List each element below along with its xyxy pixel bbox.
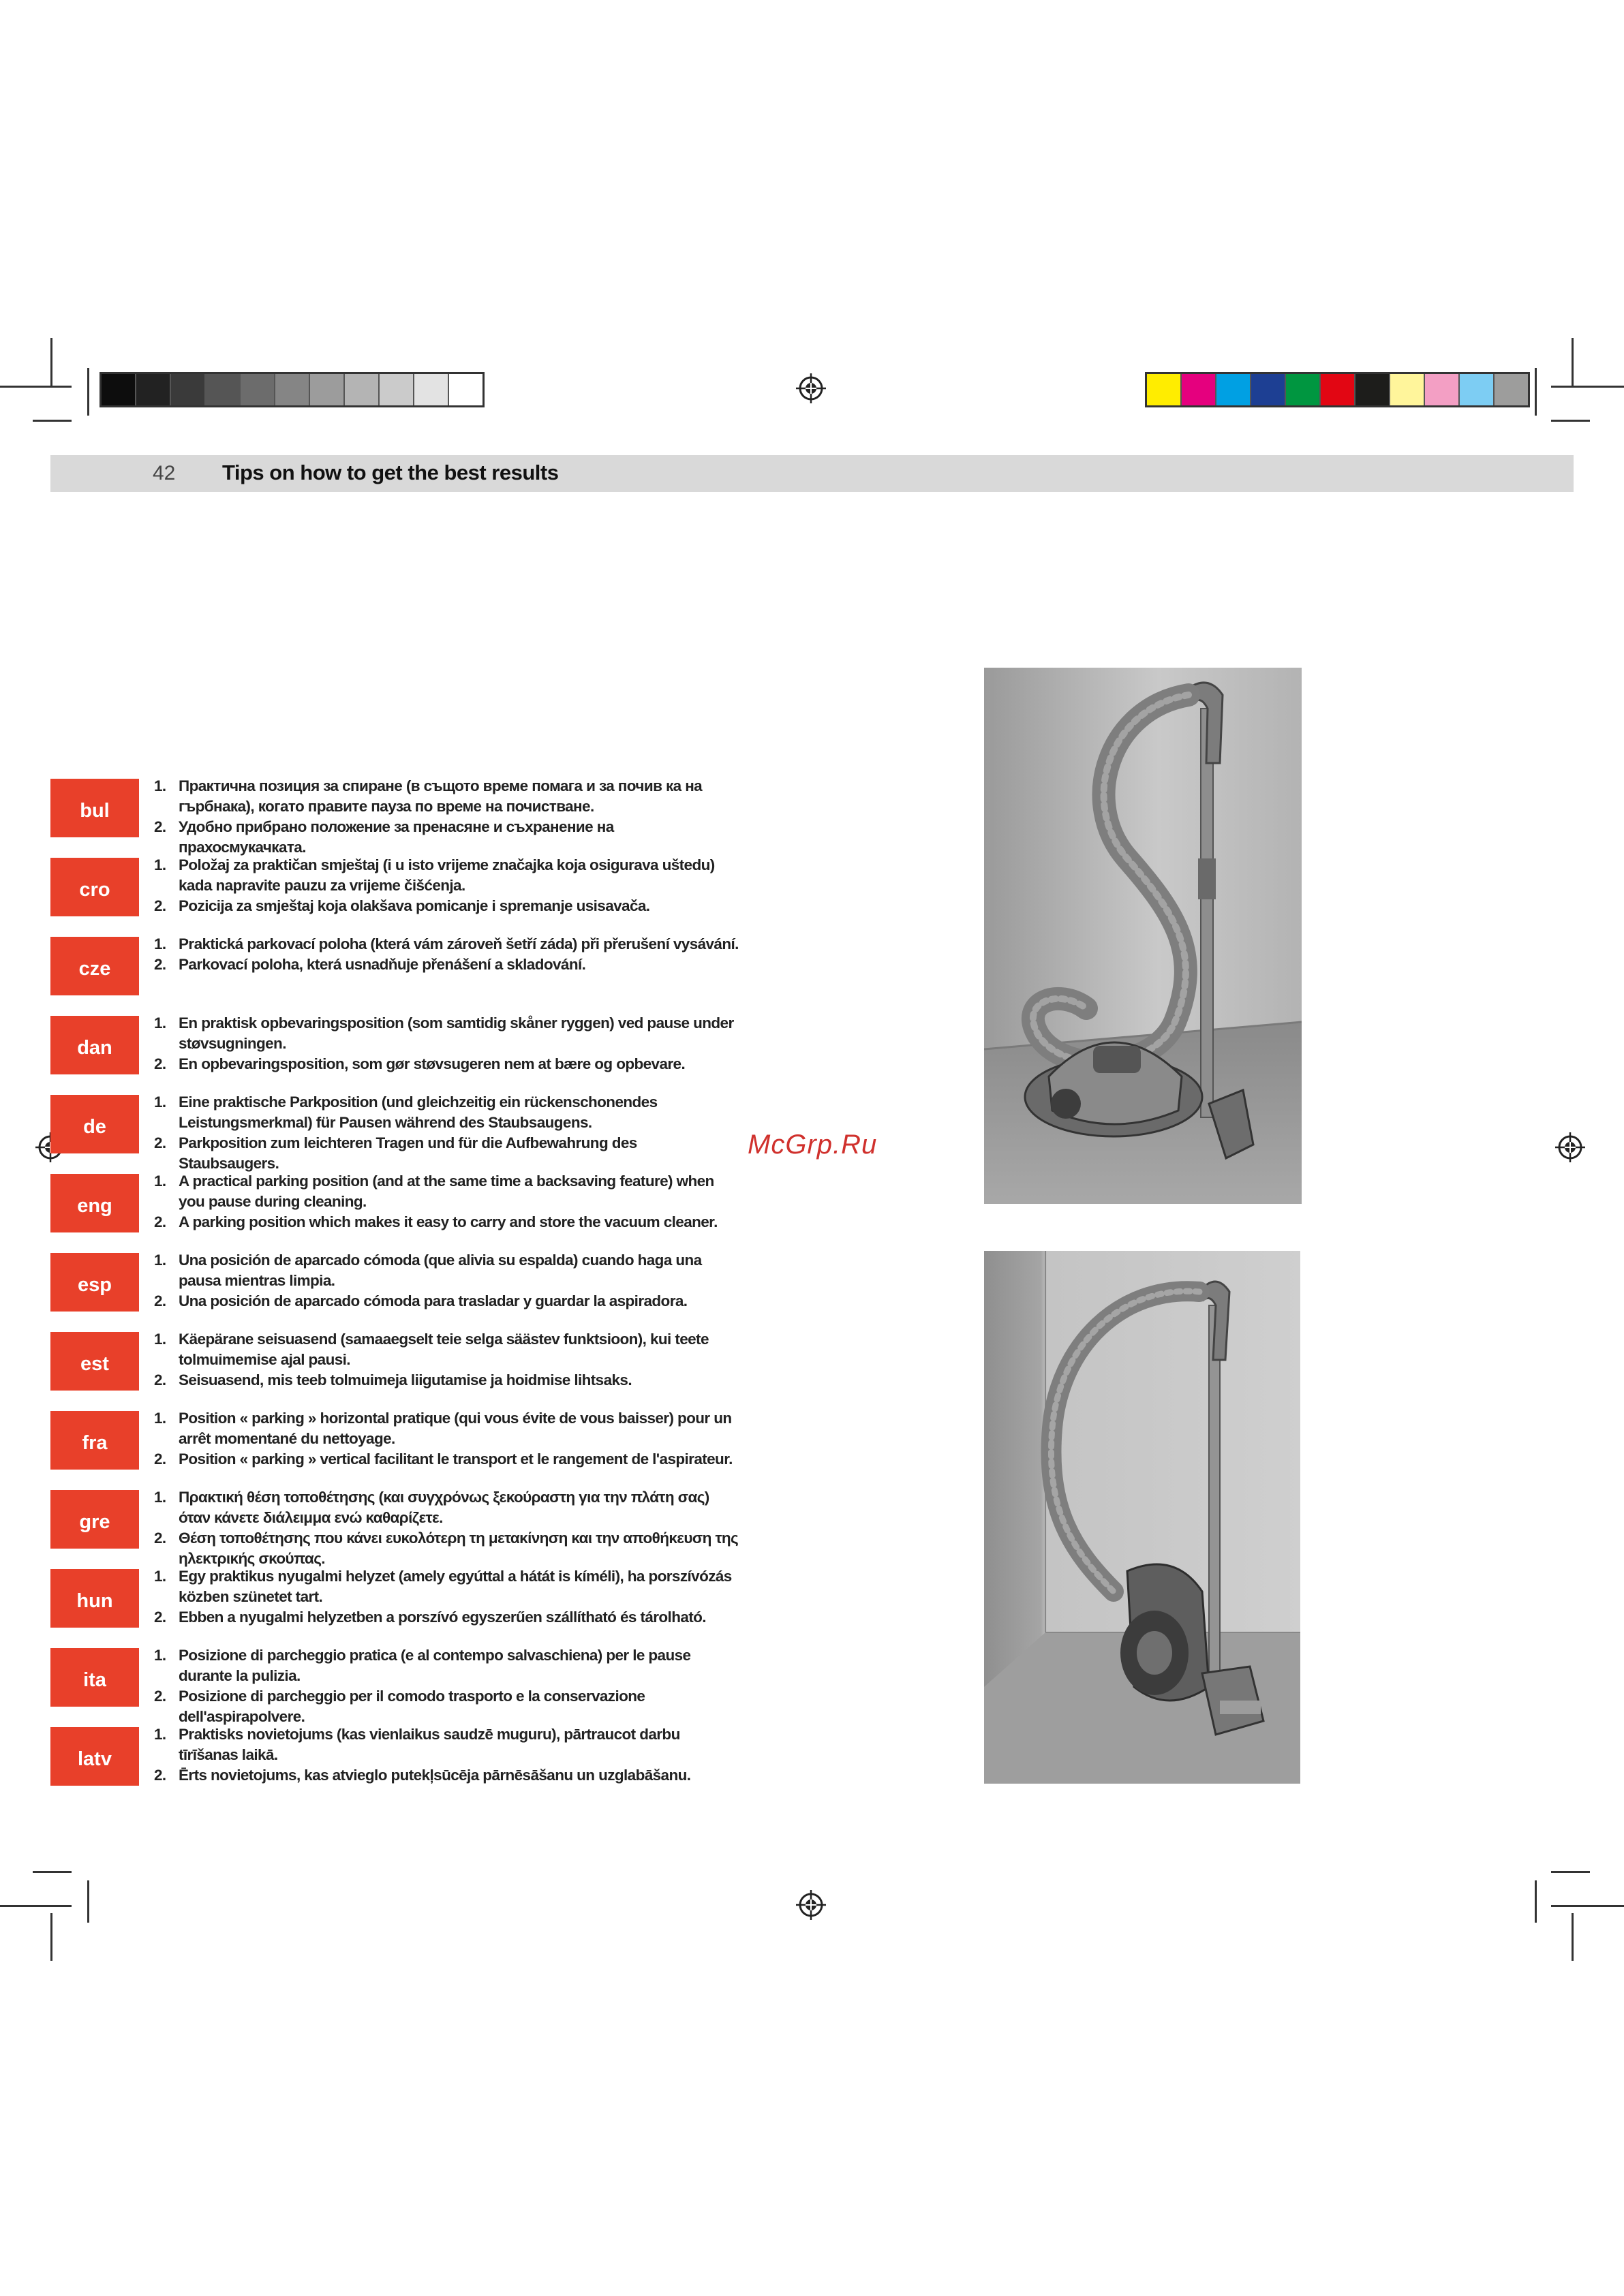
list-item	[154, 1487, 740, 1528]
list-item	[154, 817, 740, 858]
list-item-text: Eine praktische Parkposition (und gleichzeitig ein rückenschonendes Leistungsmerkmal) für Pausen während des Staubsaugens.	[179, 1093, 658, 1131]
list-number: 2.	[154, 1609, 166, 1626]
crop-mark	[0, 386, 72, 388]
list-item-text: Pozicija za smještaj koja olakšava pomicanje i spremanje usisavača.	[179, 897, 650, 914]
list-item-text: En praktisk opbevaringsposition (som samtidig skåner ryggen) ved pause under støvsugningen.	[179, 1014, 734, 1052]
crop-mark	[1551, 420, 1590, 422]
crop-mark	[50, 1913, 52, 1961]
color-swatch	[345, 374, 380, 405]
list-item	[154, 1013, 740, 1054]
crop-mark	[33, 1871, 72, 1873]
list-number: 2.	[154, 818, 166, 835]
list-number: 1.	[154, 1252, 166, 1269]
list-item-text: En opbevaringsposition, som gør støvsugeren nem at bære og opbevare.	[179, 1055, 686, 1072]
color-swatch	[1321, 374, 1355, 405]
color-swatch	[380, 374, 414, 405]
list-item-text: A parking position which makes it easy to carry and store the vacuum cleaner.	[179, 1213, 718, 1230]
list-item-text: Una posición de aparcado cómoda para trasladar y guardar la aspiradora.	[179, 1292, 688, 1309]
list-number: 2.	[154, 1530, 166, 1547]
list-number: 2.	[154, 1055, 166, 1072]
list-item-text: Position « parking » vertical facilitant le transport et le rangement de l'aspirateur.	[179, 1450, 733, 1468]
list-item	[154, 1607, 740, 1628]
list-number: 1.	[154, 1331, 166, 1348]
language-tab-bul	[50, 779, 139, 837]
list-item-text: Käepärane seisuasend (samaaegselt teie selga säästev funktsioon), kui teete tolmuimemise ajal pausi.	[179, 1331, 709, 1368]
crop-mark	[1551, 1871, 1590, 1873]
language-code: bul	[80, 799, 110, 822]
color-swatch	[102, 374, 136, 405]
language-tab-esp	[50, 1253, 139, 1312]
color-swatch	[310, 374, 345, 405]
crop-mark	[1535, 368, 1537, 416]
registration-mark-icon	[796, 373, 826, 403]
language-tab-dan	[50, 1016, 139, 1074]
list-number: 1.	[154, 1093, 166, 1111]
color-swatch	[449, 374, 482, 405]
color-swatch	[241, 374, 275, 405]
list-number: 1.	[154, 777, 166, 794]
list-item	[154, 1250, 740, 1291]
list-item	[154, 1171, 740, 1212]
language-code: cze	[78, 957, 111, 980]
list-item	[154, 1724, 740, 1765]
instruction-list	[154, 1566, 740, 1628]
instruction-list	[154, 1250, 740, 1312]
list-item	[154, 1133, 740, 1174]
list-item	[154, 955, 740, 975]
language-code: hun	[76, 1589, 113, 1612]
language-tab-hun	[50, 1569, 139, 1628]
crop-mark	[50, 338, 52, 386]
language-code: est	[80, 1352, 109, 1375]
instruction-list	[154, 1171, 740, 1232]
instruction-list	[154, 1408, 740, 1470]
list-item	[154, 1370, 740, 1391]
language-tab-latv	[50, 1727, 139, 1786]
figure-2-vacuum-parking-vertical	[984, 1251, 1300, 1784]
crop-mark	[87, 1880, 89, 1923]
list-item	[154, 1329, 740, 1370]
instruction-list	[154, 1013, 740, 1074]
color-swatch	[1460, 374, 1495, 405]
list-item-text: Posizione di parcheggio pratica (e al contempo salvaschiena) per le pause durante la pulizia.	[179, 1647, 691, 1684]
instruction-list	[154, 776, 740, 858]
list-number: 1.	[154, 1410, 166, 1427]
language-code: ita	[83, 1669, 106, 1691]
list-number: 1.	[154, 856, 166, 873]
list-number: 1.	[154, 1647, 166, 1664]
crop-mark	[33, 420, 72, 422]
instruction-list	[154, 1487, 740, 1569]
list-number: 2.	[154, 1767, 166, 1784]
list-item-text: Πρακτική θέση τοποθέτησης (και συγχρόνως ξεκούραστη για την πλάτη σας) όταν κάνετε διάλειμμα ενώ καθαρίζετε.	[179, 1489, 709, 1526]
list-number: 1.	[154, 1568, 166, 1585]
list-item-text: Egy praktikus nyugalmi helyzet (amely egyúttal a hátát is kíméli), ha porszívózás közben szünetet tart.	[179, 1568, 732, 1605]
list-item	[154, 776, 740, 817]
color-swatch	[1495, 374, 1528, 405]
page-number: 42	[153, 462, 176, 484]
list-item-text: Ebben a nyugalmi helyzetben a porszívó egyszerűen szállítható és tárolható.	[179, 1609, 706, 1626]
list-item-text: Parkposition zum leichteren Tragen und für die Aufbewahrung des Staubsaugers.	[179, 1134, 637, 1172]
list-number: 1.	[154, 1014, 166, 1031]
instruction-list	[154, 1329, 740, 1391]
figure-1-vacuum-parking-horizontal	[984, 668, 1302, 1204]
language-code: dan	[77, 1036, 112, 1059]
color-swatch	[1355, 374, 1390, 405]
instruction-list	[154, 1092, 740, 1174]
list-item-text: Parkovací poloha, která usnadňuje přenášení a skladování.	[179, 956, 586, 973]
list-item-text: Удобно прибрано положение за пренасяне и съхранение на прахосмукачката.	[179, 818, 614, 856]
instruction-list	[154, 1724, 740, 1786]
list-number: 2.	[154, 1213, 166, 1230]
list-item	[154, 1212, 740, 1232]
color-swatch	[1147, 374, 1182, 405]
registration-mark-icon	[796, 1890, 826, 1920]
language-code: fra	[82, 1431, 108, 1454]
list-item-text: Position « parking » horizontal pratique (qui vous évite de vous baisser) pour un arrêt momentané du nettoyage.	[179, 1410, 732, 1447]
list-number: 2.	[154, 956, 166, 973]
watermark-text: McGrp.Ru	[748, 1130, 878, 1160]
language-code: de	[83, 1115, 106, 1138]
list-number: 1.	[154, 1726, 166, 1743]
language-code: gre	[79, 1510, 110, 1533]
list-item	[154, 934, 740, 955]
list-item	[154, 1528, 740, 1569]
crop-mark	[1572, 338, 1574, 386]
list-item	[154, 1645, 740, 1686]
list-item	[154, 1092, 740, 1133]
list-number: 1.	[154, 1173, 166, 1190]
language-tab-fra	[50, 1411, 139, 1470]
language-tab-cro	[50, 858, 139, 916]
list-item	[154, 855, 740, 896]
color-swatch	[136, 374, 171, 405]
color-swatch	[171, 374, 206, 405]
color-swatch	[206, 374, 241, 405]
crop-mark	[1535, 1880, 1537, 1923]
list-item-text: Практична позиция за спиране (в същото време помага и за почив ка на гърбнака), когато правите пауза по време на почистване.	[179, 777, 703, 815]
language-tab-de	[50, 1095, 139, 1153]
list-item	[154, 896, 740, 916]
crop-mark	[1551, 386, 1624, 388]
language-code: eng	[77, 1194, 112, 1217]
list-item	[154, 1686, 740, 1727]
language-code: latv	[78, 1748, 112, 1770]
list-number: 1.	[154, 935, 166, 952]
list-item-text: A practical parking position (and at the same time a backsaving feature) when you pause during cleaning.	[179, 1173, 714, 1210]
crop-mark	[87, 368, 89, 416]
list-item-text: Θέση τοποθέτησης που κάνει ευκολότερη τη μετακίνηση και την αποθήκευση της ηλεκτρικής σκούπας.	[179, 1530, 739, 1567]
list-item-text: Praktisks novietojums (kas vienlaikus saudzē muguru), pārtraucot darbu tīrīšanas laikā.	[179, 1726, 680, 1763]
list-item	[154, 1054, 740, 1074]
list-number: 2.	[154, 1292, 166, 1309]
list-item-text: Seisuasend, mis teeb tolmuimeja liigutamise ja hoidmise lihtsaks.	[179, 1371, 632, 1389]
instruction-list	[154, 855, 740, 916]
list-item-text: Una posición de aparcado cómoda (que alivia su espalda) cuando haga una pausa mientras limpia.	[179, 1252, 702, 1289]
color-swatch	[1182, 374, 1216, 405]
color-swatch	[1216, 374, 1251, 405]
language-tab-eng	[50, 1174, 139, 1232]
list-number: 2.	[154, 1688, 166, 1705]
color-swatch	[414, 374, 449, 405]
list-item	[154, 1449, 740, 1470]
list-item	[154, 1765, 740, 1786]
crop-mark	[0, 1905, 72, 1907]
list-item-text: Praktická parkovací poloha (která vám zároveň šetří záda) při přerušení vysávání.	[179, 935, 739, 952]
list-number: 2.	[154, 897, 166, 914]
list-item	[154, 1408, 740, 1449]
color-swatch	[1251, 374, 1286, 405]
language-tab-ita	[50, 1648, 139, 1707]
language-code: esp	[78, 1273, 112, 1296]
grayscale-color-bar	[99, 372, 485, 407]
list-item-text: Posizione di parcheggio per il comodo trasporto e la conservazione dell'aspirapolvere.	[179, 1688, 645, 1725]
list-item-text: Ērts novietojums, kas atvieglo putekļsūcēja pārnēsāšanu un uzglabāšanu.	[179, 1767, 691, 1784]
list-item	[154, 1566, 740, 1607]
list-number: 2.	[154, 1134, 166, 1151]
color-swatch	[1390, 374, 1425, 405]
list-item	[154, 1291, 740, 1312]
instruction-list	[154, 1645, 740, 1727]
language-tab-gre	[50, 1490, 139, 1549]
list-number: 2.	[154, 1371, 166, 1389]
language-tab-cze	[50, 937, 139, 995]
page-header	[50, 455, 1574, 492]
list-item-text: Položaj za praktičan smještaj (i u isto vrijeme značajka koja osigurava uštedu) kada napravite pauzu za vrijeme čišćenja.	[179, 856, 715, 894]
crop-mark	[1572, 1913, 1574, 1961]
list-number: 1.	[154, 1489, 166, 1506]
color-swatch	[1425, 374, 1460, 405]
language-code: cro	[79, 878, 110, 901]
list-number: 2.	[154, 1450, 166, 1468]
color-swatch	[275, 374, 310, 405]
process-color-bar	[1145, 372, 1530, 407]
page-title: Tips on how to get the best results	[222, 461, 559, 484]
registration-mark-icon	[1555, 1132, 1585, 1162]
instruction-list	[154, 934, 740, 975]
color-swatch	[1286, 374, 1321, 405]
language-tab-est	[50, 1332, 139, 1391]
crop-mark	[1551, 1905, 1624, 1907]
